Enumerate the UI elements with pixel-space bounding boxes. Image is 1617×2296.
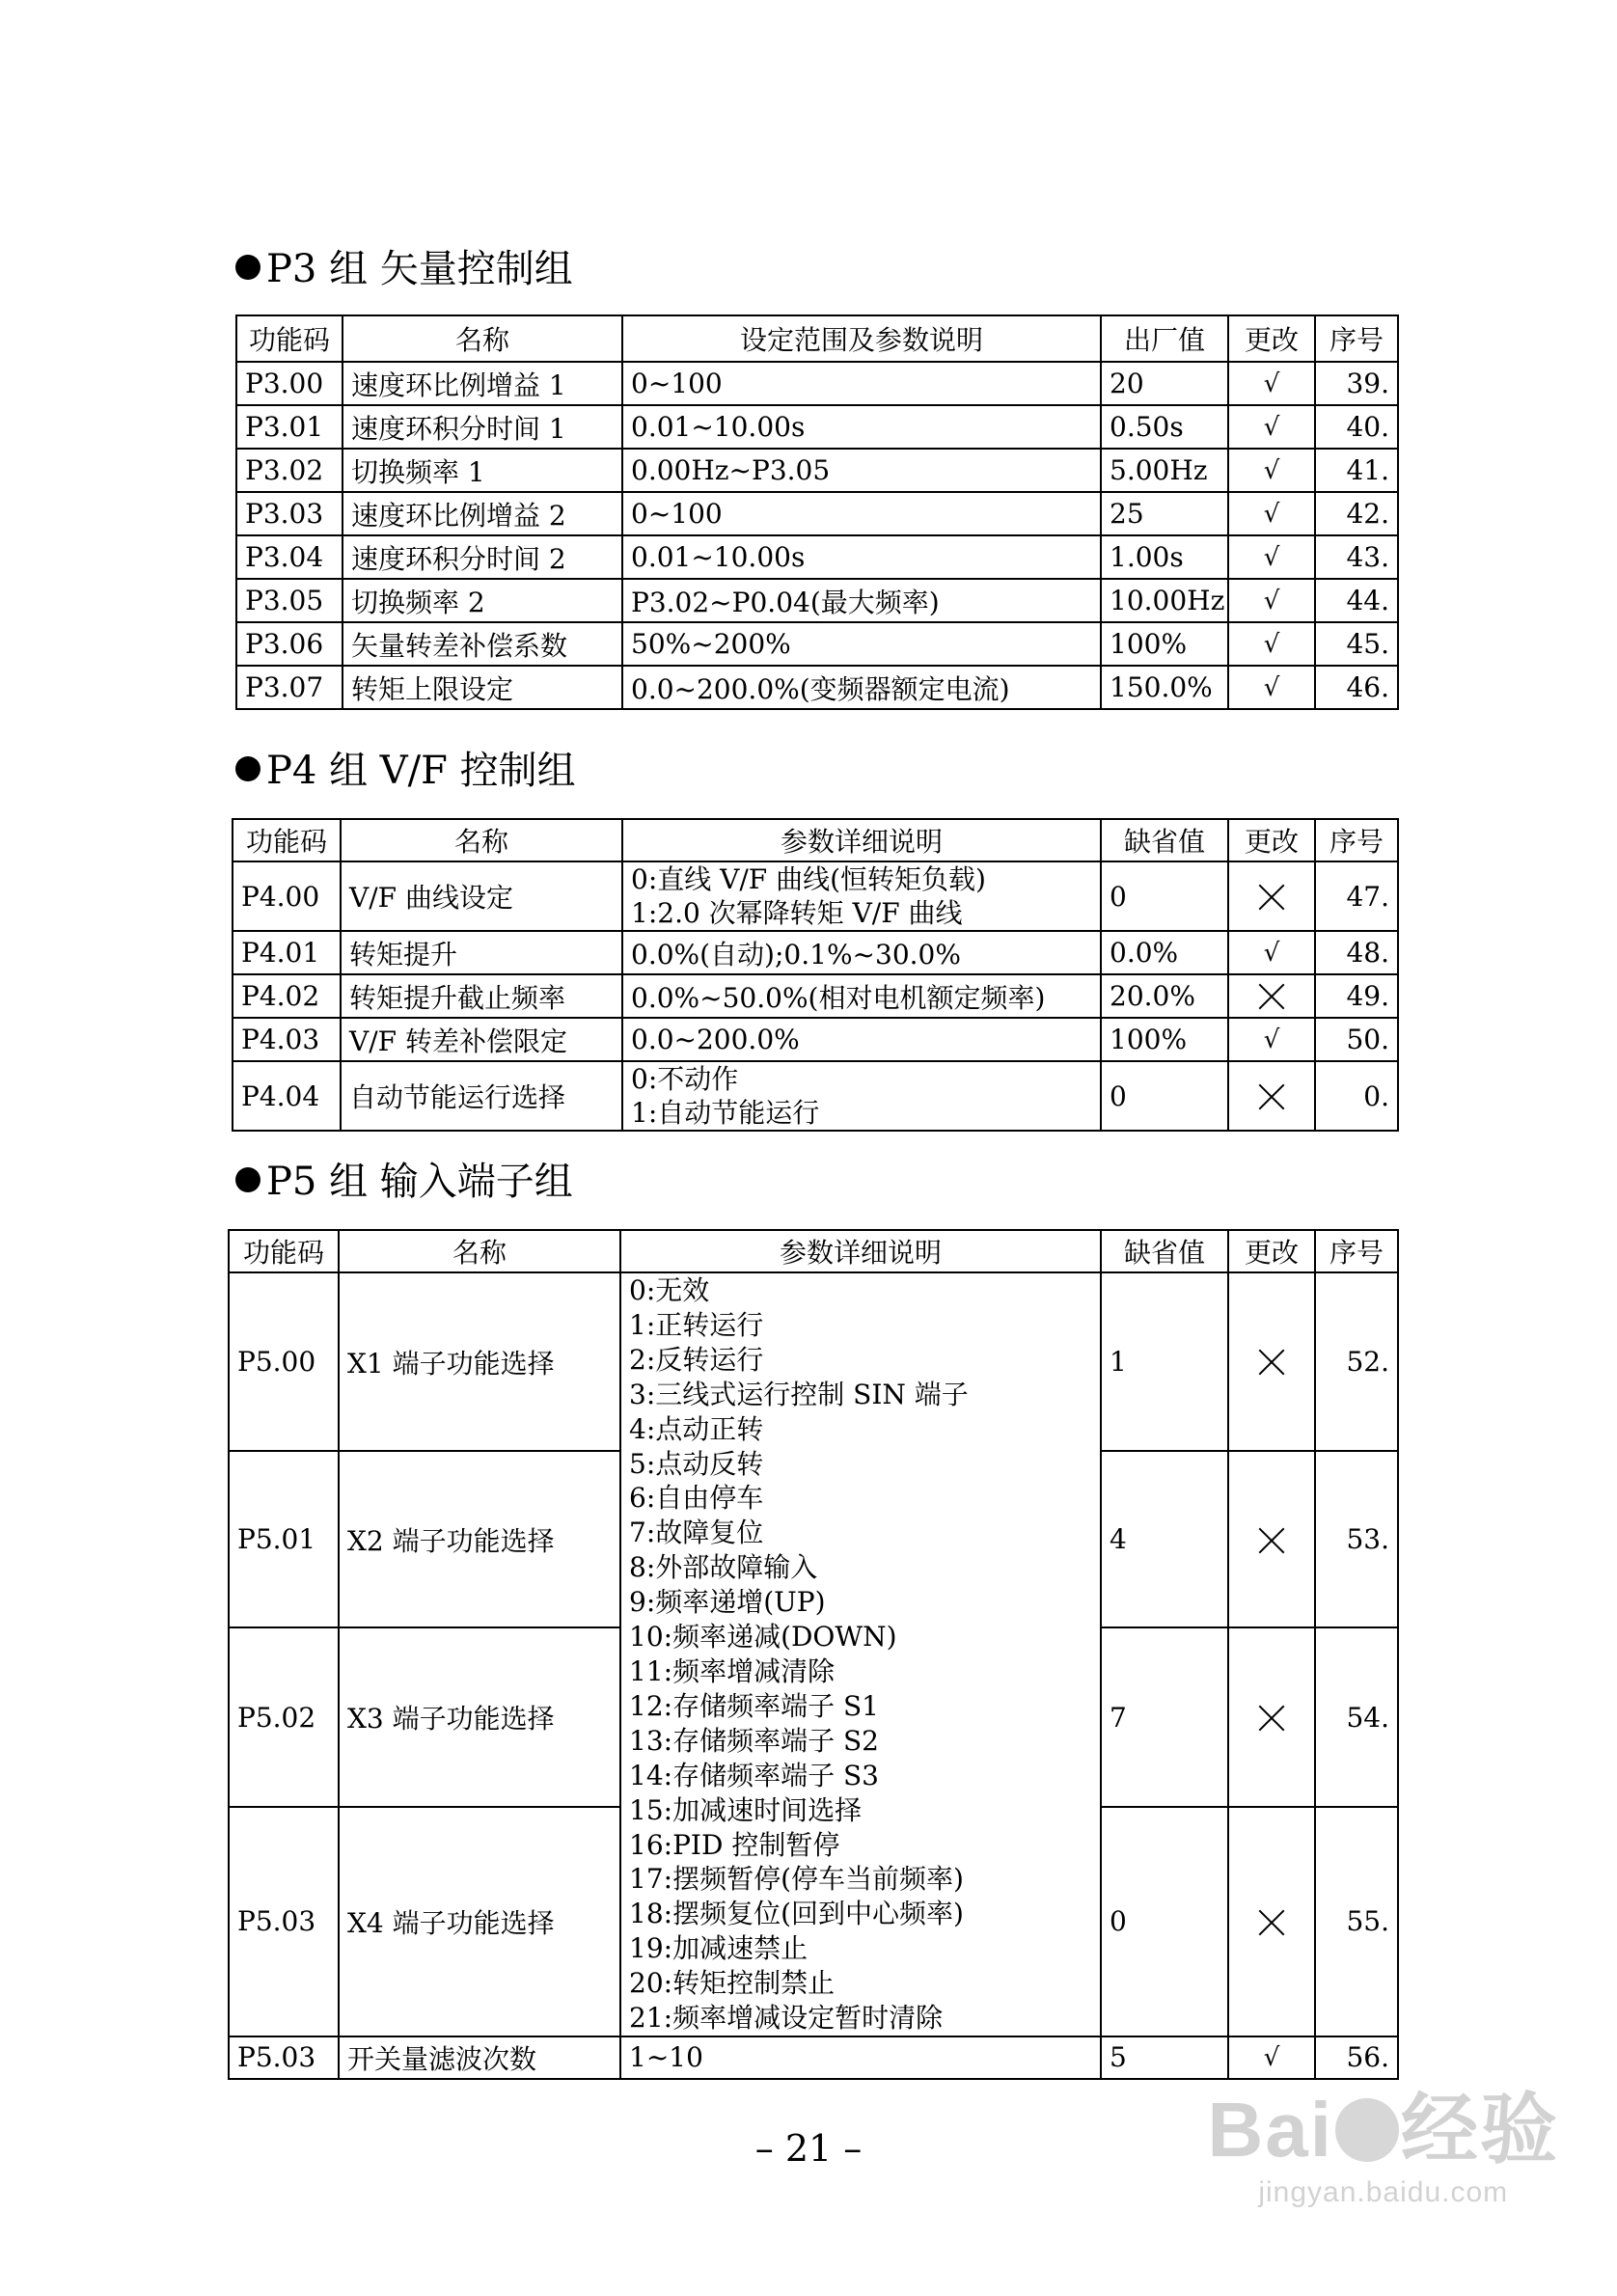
- list-item: 9:频率递增(UP): [629, 1586, 826, 1619]
- cross-icon: [1257, 1909, 1286, 1938]
- cell-name: 矢量转差补偿系数: [343, 622, 622, 666]
- section-title-p3: P3 组 矢量控制组: [235, 246, 573, 292]
- table-row: [236, 492, 1398, 535]
- table-row: [236, 666, 1398, 709]
- list-item: 15:加减速时间选择: [629, 1793, 863, 1826]
- cell-default: 1: [1101, 1272, 1228, 1451]
- table-row: [236, 535, 1398, 579]
- cell-name: 切换频率 2: [343, 579, 622, 622]
- cell-default: 4: [1101, 1451, 1228, 1627]
- cell-default: 100%: [1101, 1018, 1228, 1061]
- list-item: 1:正转运行: [629, 1308, 764, 1341]
- table-row: [233, 974, 1398, 1018]
- cell-default: 20: [1101, 362, 1228, 405]
- cell-name: V/F 转差补偿限定: [341, 1018, 622, 1061]
- list-item: 7:故障复位: [629, 1517, 764, 1549]
- cell-default: 100%: [1101, 622, 1228, 666]
- list-item: 16:PID 控制暂停: [629, 1828, 840, 1861]
- cell-seq: 41.: [1315, 449, 1398, 492]
- header-name: 名称: [339, 1230, 620, 1272]
- cell-code: P3.00: [236, 362, 343, 405]
- cell-code: P4.04: [233, 1061, 341, 1131]
- cell-default: 7: [1101, 1627, 1228, 1806]
- cell-code: P3.01: [236, 405, 343, 449]
- cell-seq: 56.: [1315, 2036, 1398, 2079]
- cell-name: 速度环比例增益 2: [343, 492, 622, 535]
- header-seq: 序号: [1315, 819, 1398, 861]
- cell-seq: 45.: [1315, 622, 1398, 666]
- header-code: 功能码: [233, 819, 341, 861]
- list-item: 20:转矩控制禁止: [629, 1967, 836, 2000]
- list-item: 18:摆频复位(回到中心频率): [629, 1898, 964, 1930]
- table-row: [233, 1061, 1398, 1131]
- desc-line: 1:2.0 次幂降转矩 V/F 曲线: [631, 897, 963, 929]
- cell-code: P3.03: [236, 492, 343, 535]
- cell-change: [1228, 1451, 1315, 1627]
- cell-seq: 47.: [1315, 861, 1398, 931]
- list-item: 4:点动正转: [629, 1412, 764, 1445]
- cell-code: P5.01: [229, 1451, 339, 1627]
- page-number: – 21 –: [754, 2127, 863, 2170]
- p5-table: [228, 1229, 1399, 2080]
- check-icon: √: [1228, 579, 1315, 622]
- list-item: 5:点动反转: [629, 1447, 764, 1480]
- cell-default: 0: [1101, 1061, 1228, 1131]
- check-icon: √: [1228, 492, 1315, 535]
- cell-desc: 1~10: [620, 2036, 1101, 2079]
- cell-seq: 49.: [1315, 974, 1398, 1018]
- cell-code: P4.02: [233, 974, 341, 1018]
- check-icon: √: [1228, 666, 1315, 709]
- cell-code: P5.02: [229, 1627, 339, 1806]
- check-icon: √: [1228, 449, 1315, 492]
- cell-desc: 0.0~200.0%(变频器额定电流): [622, 666, 1101, 709]
- header-desc: 参数详细说明: [622, 819, 1101, 861]
- cell-seq: 42.: [1315, 492, 1398, 535]
- cell-desc: 0.01~10.00s: [622, 535, 1101, 579]
- header-default: 缺省值: [1101, 819, 1228, 861]
- cell-desc: 0.0%~50.0%(相对电机额定频率): [622, 974, 1101, 1018]
- cell-desc: 0~100: [622, 362, 1101, 405]
- header-seq: 序号: [1315, 315, 1398, 362]
- table-row: [236, 622, 1398, 666]
- desc-line: 0:不动作: [631, 1063, 739, 1095]
- table-row: [236, 362, 1398, 405]
- cell-default: 25: [1101, 492, 1228, 535]
- paw-icon: [1335, 2098, 1399, 2162]
- cell-code: P3.04: [236, 535, 343, 579]
- list-item: 10:频率递减(DOWN): [629, 1621, 897, 1654]
- cell-desc: P3.02~P0.04(最大频率): [622, 579, 1101, 622]
- header-code: 功能码: [236, 315, 343, 362]
- cell-default: 0: [1101, 861, 1228, 931]
- check-icon: √: [1228, 405, 1315, 449]
- cell-name: 转矩上限设定: [343, 666, 622, 709]
- cell-name: X3 端子功能选择: [339, 1627, 620, 1806]
- cell-seq: 43.: [1315, 535, 1398, 579]
- cell-name: 速度环比例增益 1: [343, 362, 622, 405]
- cell-code: P3.07: [236, 666, 343, 709]
- cell-default: 150.0%: [1101, 666, 1228, 709]
- cell-code: P4.03: [233, 1018, 341, 1061]
- cross-icon: [1257, 884, 1286, 913]
- cell-seq: 50.: [1315, 1018, 1398, 1061]
- cross-icon: [1257, 1083, 1286, 1112]
- cell-change: [1228, 1627, 1315, 1806]
- cross-icon: [1257, 1527, 1286, 1556]
- cell-name: 转矩提升: [341, 931, 622, 974]
- header-name: 名称: [343, 315, 622, 362]
- cell-name: V/F 曲线设定: [341, 861, 622, 931]
- cell-default: 10.00Hz: [1101, 579, 1228, 622]
- table-row: [229, 2036, 1398, 2079]
- cross-icon: [1257, 1349, 1286, 1378]
- list-item: 17:摆频暂停(停车当前频率): [629, 1863, 964, 1896]
- bullet-icon: [235, 255, 260, 280]
- cell-name: 速度环积分时间 1: [343, 405, 622, 449]
- cell-seq: 52.: [1315, 1272, 1398, 1451]
- cell-desc: 0.01~10.00s: [622, 405, 1101, 449]
- list-item: 2:反转运行: [629, 1343, 764, 1376]
- list-item: 12:存储频率端子 S1: [629, 1689, 879, 1722]
- cell-desc: 0.0~200.0%: [622, 1018, 1101, 1061]
- table-row: [233, 931, 1398, 974]
- header-code: 功能码: [229, 1230, 339, 1272]
- header-desc: 设定范围及参数说明: [622, 315, 1101, 362]
- header-seq: 序号: [1315, 1230, 1398, 1272]
- cell-seq: 55.: [1315, 1807, 1398, 2036]
- cell-seq: 39.: [1315, 362, 1398, 405]
- list-item: 21:频率增减设定暂时清除: [629, 2002, 944, 2035]
- cell-desc: [622, 1061, 1101, 1131]
- cell-change: [1228, 1061, 1315, 1131]
- section-title-p4: P4 组 V/F 控制组: [235, 748, 576, 794]
- cell-default: 20.0%: [1101, 974, 1228, 1018]
- table-header-row: [229, 1230, 1398, 1272]
- cell-name: X4 端子功能选择: [339, 1807, 620, 2036]
- cell-desc: [622, 861, 1101, 931]
- check-icon: √: [1228, 1018, 1315, 1061]
- list-item: 13:存储频率端子 S2: [629, 1724, 879, 1757]
- table-row: [233, 1018, 1398, 1061]
- cell-default: 0.0%: [1101, 931, 1228, 974]
- watermark-url: jingyan.baidu.com: [1258, 2176, 1509, 2208]
- cell-name: 自动节能运行选择: [341, 1061, 622, 1131]
- table-row: [236, 405, 1398, 449]
- cell-change: [1228, 974, 1315, 1018]
- cell-default: 0: [1101, 1807, 1228, 2036]
- cell-desc: 0.0%(自动);0.1%~30.0%: [622, 931, 1101, 974]
- cell-seq: 44.: [1315, 579, 1398, 622]
- check-icon: √: [1228, 622, 1315, 666]
- table-row: [236, 579, 1398, 622]
- cell-code: P3.06: [236, 622, 343, 666]
- table-row: [236, 449, 1398, 492]
- list-item: 14:存储频率端子 S3: [629, 1759, 879, 1791]
- cell-change: [1228, 861, 1315, 931]
- bullet-icon: [235, 756, 260, 781]
- cell-name: 转矩提升截止频率: [341, 974, 622, 1018]
- cell-code: P4.00: [233, 861, 341, 931]
- baidu-watermark: [1207, 2087, 1560, 2209]
- function-options-list: [620, 1272, 1101, 2036]
- list-item: 11:频率增减清除: [629, 1654, 836, 1687]
- cell-code: P5.00: [229, 1272, 339, 1451]
- list-item: 0:无效: [629, 1274, 710, 1306]
- cell-default: 0.50s: [1101, 405, 1228, 449]
- cell-code: P4.01: [233, 931, 341, 974]
- cell-name: X1 端子功能选择: [339, 1272, 620, 1451]
- cell-seq: 46.: [1315, 666, 1398, 709]
- cell-name: X2 端子功能选择: [339, 1451, 620, 1627]
- section-title-p5: P5 组 输入端子组: [235, 1159, 573, 1205]
- cell-default: 5: [1101, 2036, 1228, 2079]
- cell-seq: 48.: [1315, 931, 1398, 974]
- cell-name: 速度环积分时间 2: [343, 535, 622, 579]
- cell-code: P3.02: [236, 449, 343, 492]
- cell-code: P3.05: [236, 579, 343, 622]
- desc-line: 1:自动节能运行: [631, 1097, 820, 1129]
- cross-icon: [1257, 1705, 1286, 1734]
- header-change: 更改: [1228, 819, 1315, 861]
- table-header-row: [236, 315, 1398, 362]
- table-header-row: [233, 819, 1398, 861]
- list-item: 19:加减速禁止: [629, 1932, 808, 1965]
- header-change: 更改: [1228, 1230, 1315, 1272]
- table-row: [233, 861, 1398, 931]
- check-icon: √: [1228, 362, 1315, 405]
- p4-table: [232, 818, 1399, 1132]
- cell-desc: 0~100: [622, 492, 1101, 535]
- check-icon: √: [1228, 535, 1315, 579]
- desc-line: 0:直线 V/F 曲线(恒转矩负载): [631, 863, 986, 895]
- header-name: 名称: [341, 819, 622, 861]
- cell-desc: 0.00Hz~P3.05: [622, 449, 1101, 492]
- cross-icon: [1257, 983, 1286, 1012]
- cell-change: [1228, 1272, 1315, 1451]
- check-icon: √: [1228, 2036, 1315, 2079]
- cell-desc: 50%~200%: [622, 622, 1101, 666]
- cell-default: 1.00s: [1101, 535, 1228, 579]
- header-default: 缺省值: [1101, 1230, 1228, 1272]
- cell-name: 切换频率 1: [343, 449, 622, 492]
- table-row: [229, 1272, 1398, 1451]
- cell-seq: 54.: [1315, 1627, 1398, 1806]
- cell-seq: 0.: [1315, 1061, 1398, 1131]
- cell-code: P5.03: [229, 1807, 339, 2036]
- bullet-icon: [235, 1167, 260, 1192]
- cell-seq: 53.: [1315, 1451, 1398, 1627]
- cell-default: 5.00Hz: [1101, 449, 1228, 492]
- list-item: 3:三线式运行控制 SIN 端子: [629, 1378, 969, 1410]
- header-default: 出厂值: [1101, 315, 1228, 362]
- cell-change: [1228, 1807, 1315, 2036]
- list-item: 6:自由停车: [629, 1482, 764, 1515]
- header-change: 更改: [1228, 315, 1315, 362]
- p3-table: [235, 314, 1399, 710]
- header-desc: 参数详细说明: [620, 1230, 1101, 1272]
- cell-code: P5.03: [229, 2036, 339, 2079]
- cell-seq: 40.: [1315, 405, 1398, 449]
- list-item: 8:外部故障输入: [629, 1551, 818, 1584]
- cell-name: 开关量滤波次数: [339, 2036, 620, 2079]
- check-icon: √: [1228, 931, 1315, 974]
- watermark-brand: Bai 经验: [1207, 2087, 1559, 2173]
